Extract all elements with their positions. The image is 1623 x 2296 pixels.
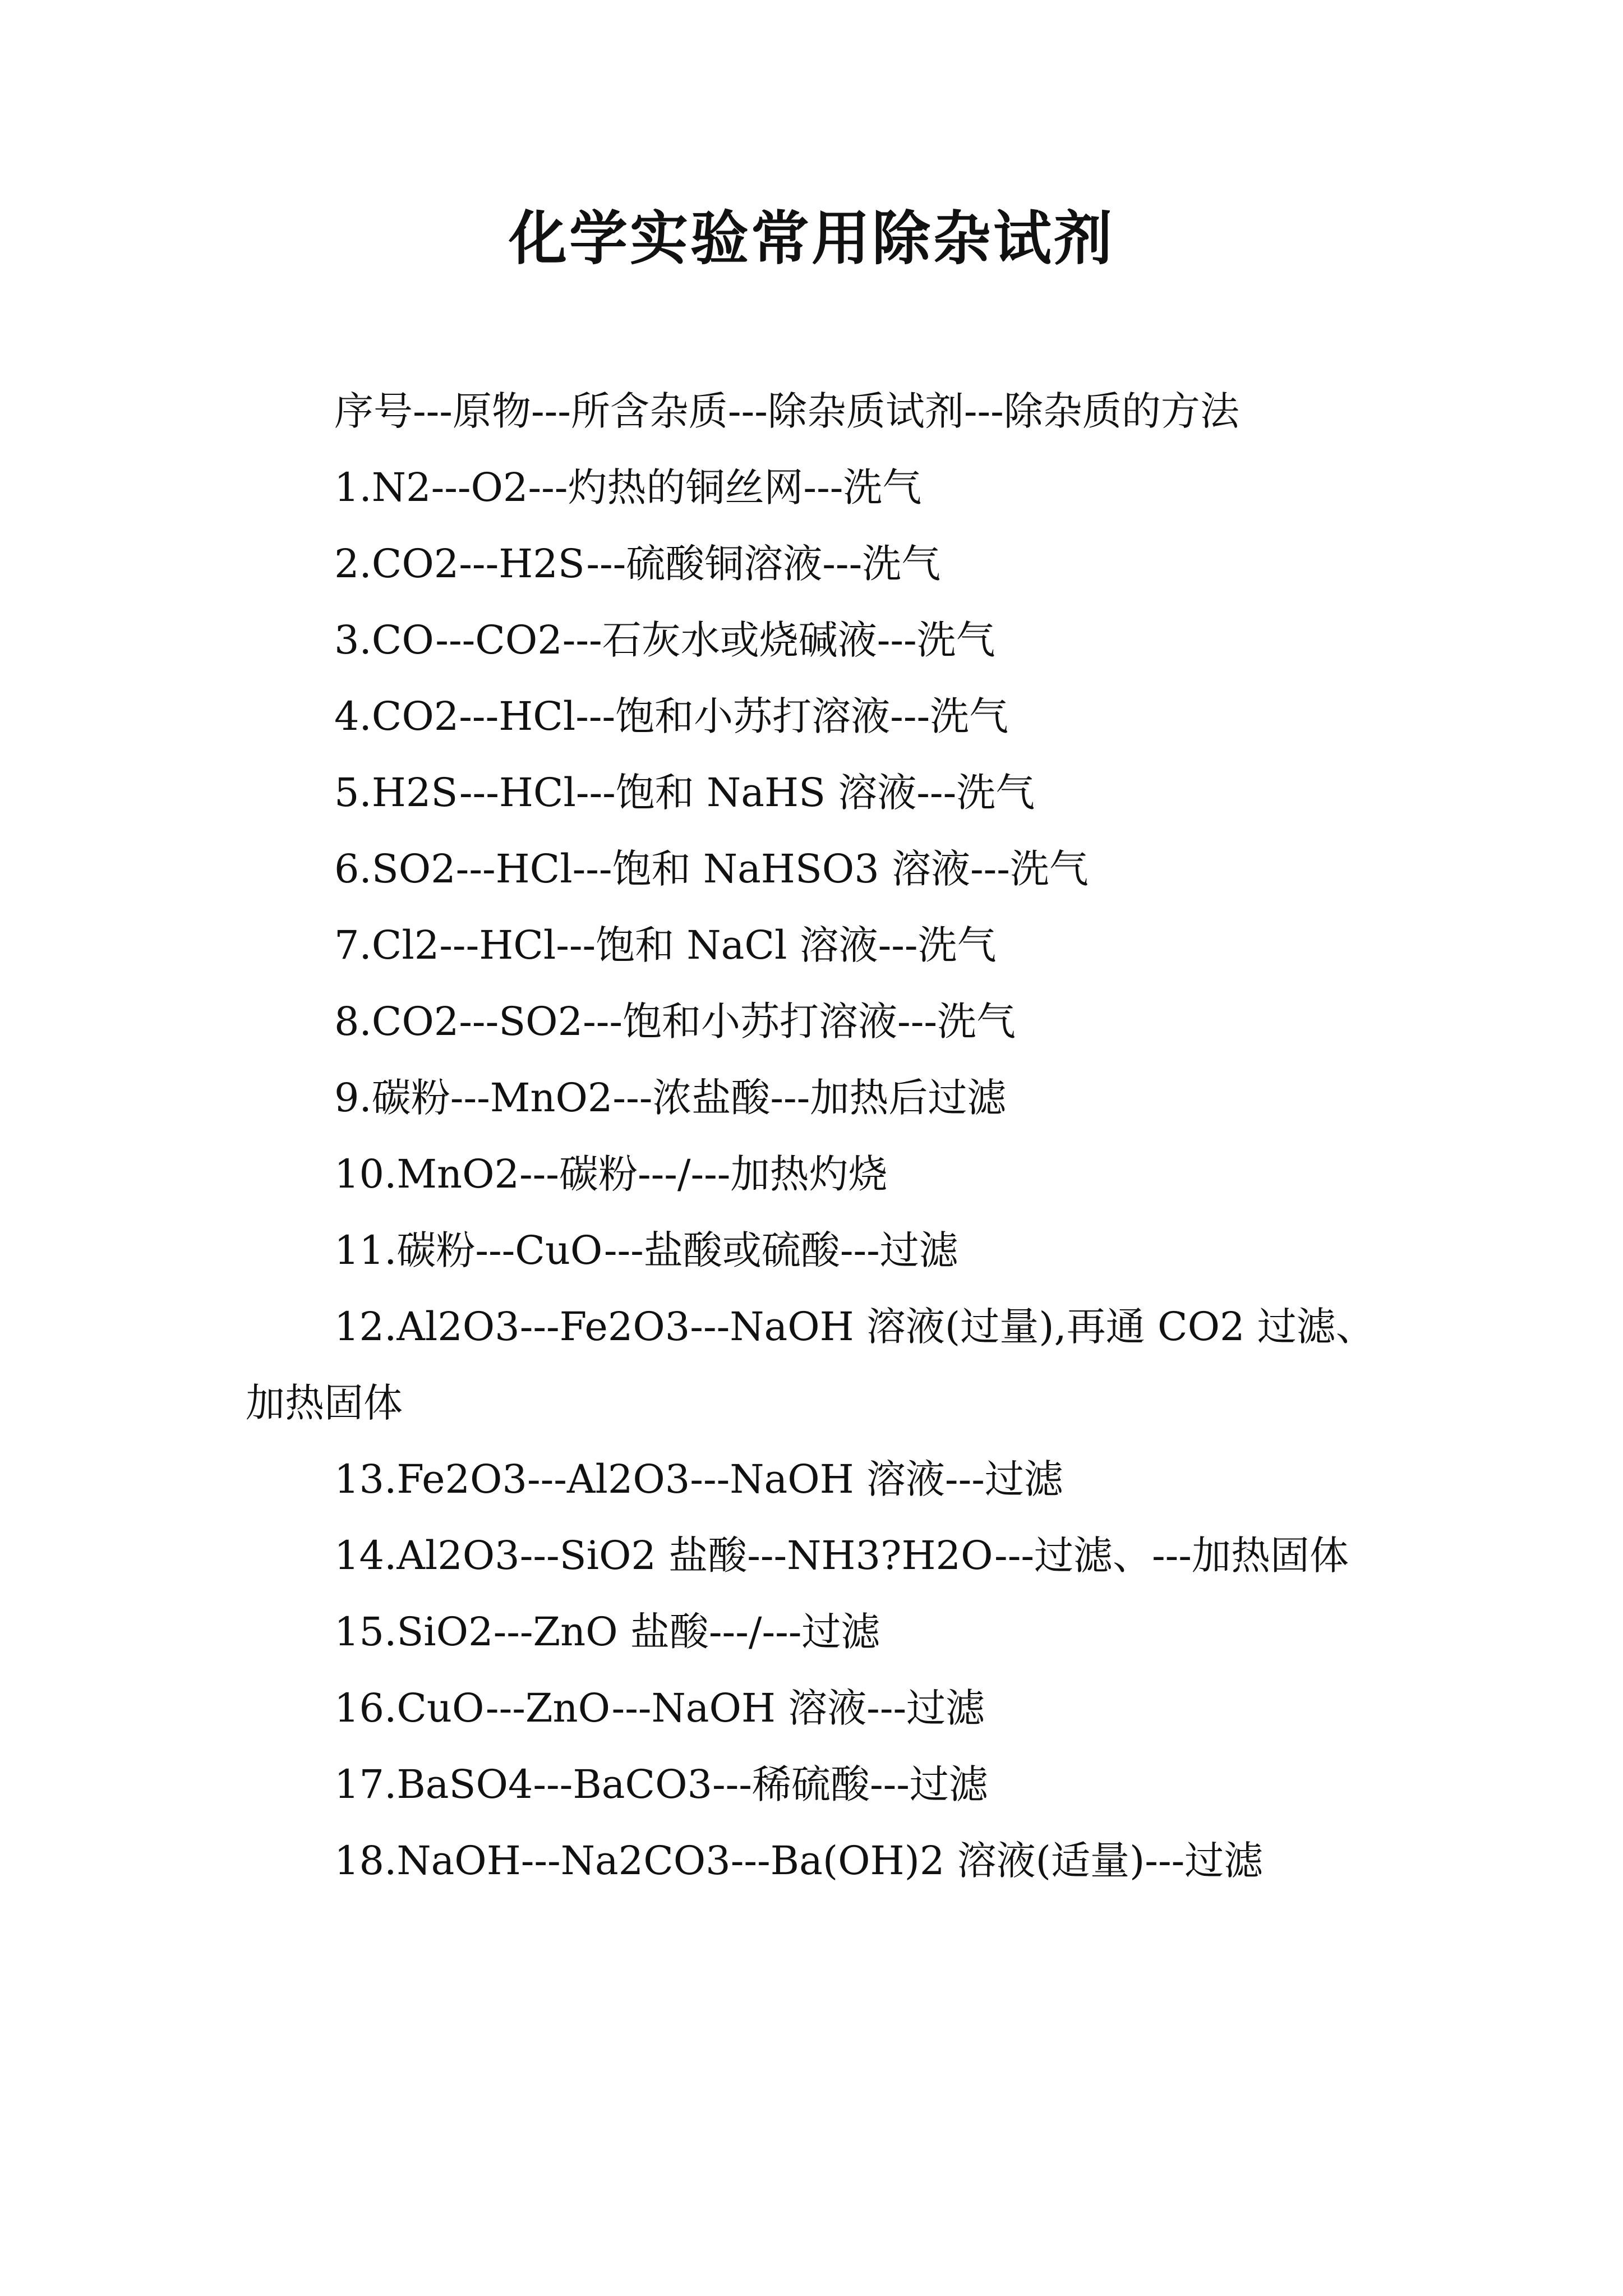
paragraph-item-4: 4.CO2---HCl---饱和小苏打溶液---洗气 xyxy=(334,693,1009,739)
paragraph-item-11: 11.碳粉---CuO---盐酸或硫酸---过滤 xyxy=(334,1227,958,1273)
paragraph-item-12: 12.Al2O3---Fe2O3---NaOH 溶液(过量),再通 CO2 过滤、加热固体 xyxy=(246,1304,1375,1426)
paragraph-item-2: 2.CO2---H2S---硫酸铜溶液---洗气 xyxy=(334,541,941,587)
paragraph-item-6: 6.SO2---HCl---饱和 NaHSO3 溶液---洗气 xyxy=(334,846,1089,892)
paragraph-item-15: 15.SiO2---ZnO 盐酸---/---过滤 xyxy=(334,1609,880,1655)
paragraph-item-16: 16.CuO---ZnO---NaOH 溶液---过滤 xyxy=(334,1685,985,1731)
header-paragraph: 序号---原物---所含杂质---除杂质试剂---除杂质的方法 xyxy=(334,388,1239,434)
document-body xyxy=(246,373,1412,1899)
paragraph-item-17: 17.BaSO4---BaCO3---稀硫酸---过滤 xyxy=(334,1761,988,1807)
document-title: 化学实验常用除杂试剂 xyxy=(508,204,1114,273)
paragraph-item-9: 9.碳粉---MnO2---浓盐酸---加热后过滤 xyxy=(334,1075,1007,1121)
paragraph-item-14: 14.Al2O3---SiO2 盐酸---NH3?H2O---过滤、---加热固体 xyxy=(334,1533,1349,1579)
paragraph-item-18: 18.NaOH---Na2CO3---Ba(OH)2 溶液(适量)---过滤 xyxy=(334,1838,1264,1884)
paragraph-item-5: 5.H2S---HCl---饱和 NaHS 溶液---洗气 xyxy=(334,770,1035,816)
paragraph-item-13: 13.Fe2O3---Al2O3---NaOH 溶液---过滤 xyxy=(334,1456,1063,1502)
paragraph-item-8: 8.CO2---SO2---饱和小苏打溶液---洗气 xyxy=(334,999,1016,1045)
paragraph-item-7: 7.Cl2---HCl---饱和 NaCl 溶液---洗气 xyxy=(334,922,997,968)
paragraph-item-10: 10.MnO2---碳粉---/---加热灼烧 xyxy=(334,1151,888,1197)
paragraph-item-3: 3.CO---CO2---石灰水或烧碱液---洗气 xyxy=(334,617,995,663)
paragraph-item-1: 1.N2---O2---灼热的铜丝网---洗气 xyxy=(334,464,922,510)
